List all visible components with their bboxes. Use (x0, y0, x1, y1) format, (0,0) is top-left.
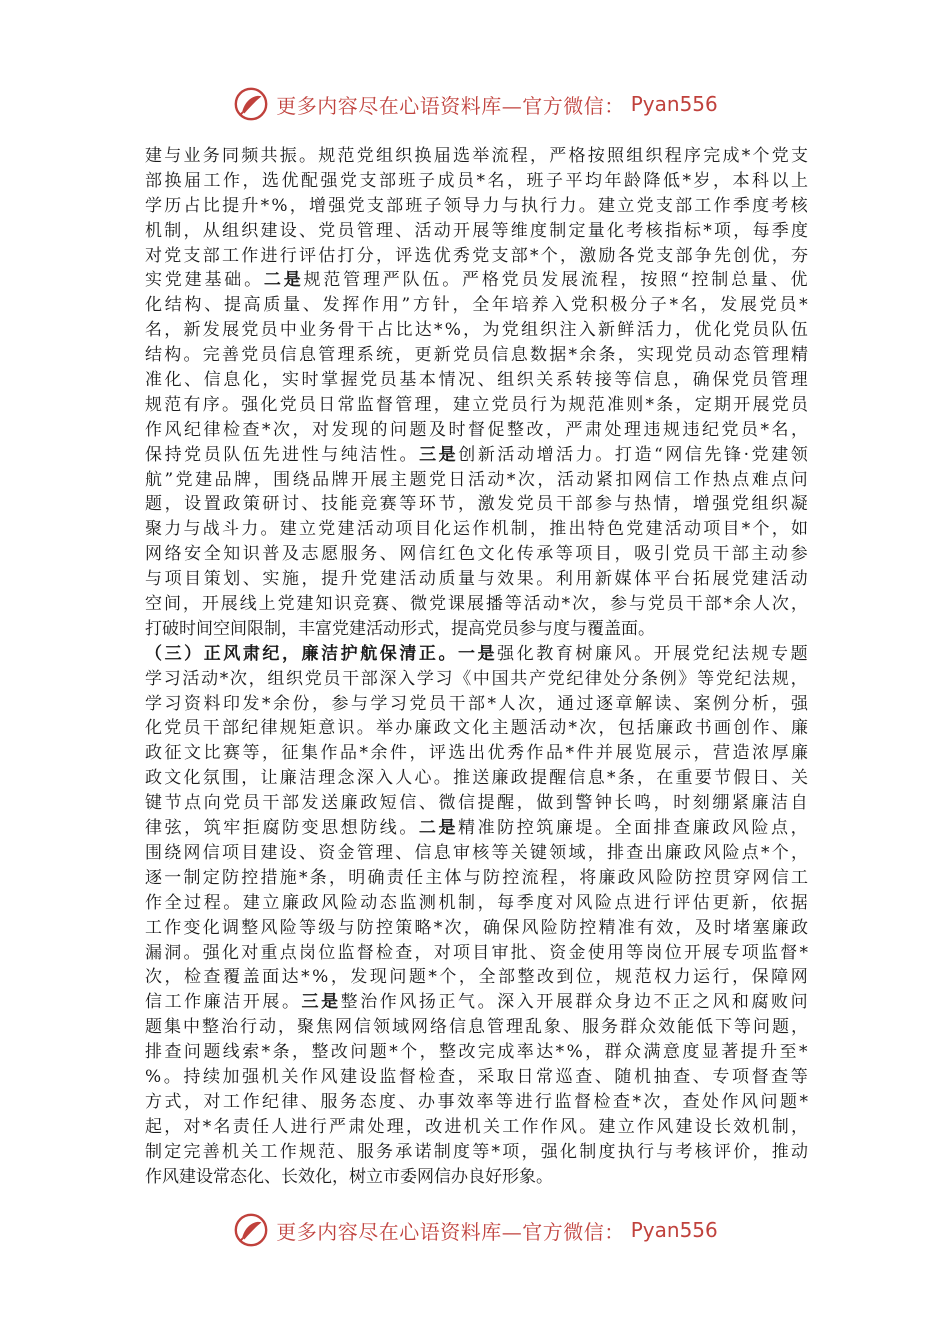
text-line: 打 破 时 间 空 间 限 制 ， 丰 富 党 建 活 动 形 式 ， 提 高 党 员 参 与 度 与 覆 盖 面 。 (145, 618, 655, 639)
header-watermark (0, 82, 950, 126)
text-line: 逐 一 制 定 防 控 措 施 * 条 ， 明 确 责 任 主 体 与 防 控 流 程 ， 将 廉 政 风 险 防 控 贯 穿 网 信 工 (145, 867, 808, 888)
text-line: 准 化 、 信 息 化 ， 实 时 掌 握 党 员 基 本 情 况 、 组 织 关 系 转 接 等 信 息 ， 确 保 党 员 管 理 (145, 370, 808, 391)
text-line: 作 全 过 程 。 建 立 廉 政 风 险 动 态 监 测 机 制 ， 每 季 度 对 风 险 点 进 行 评 估 更 新 ， 依 据 (145, 892, 808, 913)
text-line: 围 绕 网 信 项 目 建 设 、 资 金 管 理 、 信 息 审 核 等 关 键 领 域 ， 排 查 出 廉 政 风 险 点 * 个 ， (145, 842, 808, 863)
text-line: 学 历 占 比 提 升 * % ， 增 强 党 支 部 班 子 领 导 力 与 执 行 力 。 建 立 党 支 部 工 作 季 度 考 核 (145, 195, 808, 216)
text-line: 机 制 ， 从 组 织 建 设 、 党 员 管 理 、 活 动 开 展 等 维 度 制 定 量 化 考 核 指 标 * 项 ， 每 季 度 (145, 220, 808, 241)
text-line: 航 ” 党 建 品 牌 ， 围 绕 品 牌 开 展 主 题 党 日 活 动 * 次 ， 活 动 紧 扣 网 信 工 作 热 点 难 点 问 (145, 469, 808, 490)
text-line: 制 定 完 善 机 关 工 作 规 范 、 服 务 承 诺 制 度 等 * 项 ， 强 化 制 度 执 行 与 考 核 评 价 ， 推 动 (145, 1141, 808, 1162)
text-line: 律 弦 ， 筑 牢 拒 腐 防 变 思 想 防 线 。 二 是 精 准 防 控 筑 廉 堤 。 全 面 排 查 廉 政 风 险 点 ， (145, 818, 808, 839)
logo-icon (232, 1211, 270, 1249)
text-line: 键 节 点 向 党 员 干 部 发 送 廉 政 短 信 、 微 信 提 醒 ， 做 到 警 钟 长 鸣 ， 时 刻 绷 紧 廉 洁 自 (145, 793, 808, 814)
text-line: 空 间 ， 开 展 线 上 党 建 知 识 竞 赛 、 微 党 课 展 播 等 活 动 * 次 ， 参 与 党 员 干 部 * 余 人 次 ， (145, 594, 808, 615)
text-line: 对 党 支 部 工 作 进 行 评 估 打 分 ， 评 选 优 秀 党 支 部 * 个 ， 激 励 各 党 支 部 争 先 创 优 ， 夯 (145, 245, 808, 266)
text-line: 化 党 员 干 部 纪 律 规 矩 意 识 。 举 办 廉 政 文 化 主 题 活 动 * 次 ， 包 括 廉 政 书 画 创 作 、 廉 (145, 718, 808, 739)
text-line: 工 作 变 化 调 整 风 险 等 级 与 防 控 策 略 * 次 ， 确 保 风 险 防 控 精 准 有 效 ， 及 时 堵 塞 廉 政 (145, 917, 808, 938)
text-line: 结 构 。 完 善 党 员 信 息 管 理 系 统 ， 更 新 党 员 信 息 数 据 * 余 条 ， 实 现 党 员 动 态 管 理 精 (145, 345, 808, 366)
text-line: 实 党 建 基 础 。 二 是 规 范 管 理 严 队 伍 。 严 格 党 员 发 展 流 程 ， 按 照 “ 控 制 总 量 、 优 (145, 270, 808, 291)
watermark-wechat-id: Pyan556 (630, 92, 718, 116)
text-line: 排 查 问 题 线 索 * 条 ， 整 改 问 题 * 个 ， 整 改 完 成 率 达 * % ， 群 众 满 意 度 显 著 提 升 至 * (145, 1042, 808, 1063)
text-line: 学 习 资 料 印 发 * 余 份 ， 参 与 学 习 党 员 干 部 * 人 次 ， 通 过 逐 章 解 读 、 案 例 分 析 ， 强 (145, 693, 808, 714)
text-line: 作 风 建 设 常 态 化 、 长 效 化 ， 树 立 市 委 网 信 办 良 好 形 象 。 (145, 1166, 553, 1187)
text-line: 学 习 活 动 * 次 ， 组 织 党 员 干 部 深 入 学 习 《 中 国 共 产 党 纪 律 处 分 条 例 》 等 党 纪 法 规 ， (145, 668, 808, 689)
text-line: 方 式 ， 对 工 作 纪 律 、 服 务 态 度 、 办 事 效 率 等 进 行 监 督 检 查 * 次 ， 查 处 作 风 问 题 * (145, 1091, 808, 1112)
text-line: 部 换 届 工 作 ， 选 优 配 强 党 支 部 班 子 成 员 * 名 ， 班 子 平 均 年 龄 降 低 * 岁 ， 本 科 以 上 (145, 170, 808, 191)
text-line: 题 集 中 整 治 行 动 ， 聚 焦 网 信 领 域 网 络 信 息 管 理 乱 象 、 服 务 群 众 效 能 低 下 等 问 题 ， (145, 1017, 808, 1038)
footer-watermark (0, 1208, 950, 1252)
text-line: 名 ， 新 发 展 党 员 中 业 务 骨 干 占 比 达 * % ， 为 党 组 织 注 入 新 鲜 活 力 ， 优 化 党 员 队 伍 (145, 320, 808, 341)
document-body (145, 144, 808, 1189)
text-line: 漏 洞 。 强 化 对 重 点 岗 位 监 督 检 查 ， 对 项 目 审 批 、 资 金 使 用 等 岗 位 开 展 专 项 监 督 * (145, 942, 808, 963)
text-line: % 。 持 续 加 强 机 关 作 风 建 设 监 督 检 查 ， 采 取 日 常 巡 查 、 随 机 抽 查 、 专 项 督 查 等 (145, 1066, 808, 1087)
text-line: 起 ， 对 * 名 责 任 人 进 行 严 肃 处 理 ， 改 进 机 关 工 作 作 风 。 建 立 作 风 建 设 长 效 机 制 ， (145, 1116, 808, 1137)
text-line: 网 络 安 全 知 识 普 及 志 愿 服 务 、 网 信 红 色 文 化 传 承 等 项 目 ， 吸 引 党 员 干 部 主 动 参 (145, 544, 808, 565)
watermark-text: 更多内容尽在心语资料库—官方微信： (276, 1219, 625, 1244)
text-line: 化 结 构 、 提 高 质 量 、 发 挥 作 用 ” 方 针 ， 全 年 培 养 入 党 积 极 分 子 * 名 ， 发 展 党 员 * (145, 295, 808, 316)
text-line: 信 工 作 廉 洁 开 展 。 三 是 整 治 作 风 扬 正 气 。 深 入 开 展 群 众 身 边 不 正 之 风 和 腐 败 问 (145, 992, 808, 1013)
text-line: 建 与 业 务 同 频 共 振 。 规 范 党 组 织 换 届 选 举 流 程 ， 严 格 按 照 组 织 程 序 完 成 * 个 党 支 (145, 146, 808, 166)
text-line: 次 ， 检 查 覆 盖 面 达 * % ， 发 现 问 题 * 个 ， 全 部 整 改 到 位 ， 规 范 权 力 运 行 ， 保 障 网 (145, 967, 808, 988)
text-line: 政 文 化 氛 围 ， 让 廉 洁 理 念 深 入 人 心 。 推 送 廉 政 提 醒 信 息 * 条 ， 在 重 要 节 假 日 、 关 (145, 768, 808, 789)
text-line: 作 风 纪 律 检 查 * 次 ， 对 发 现 的 问 题 及 时 督 促 整 改 ， 严 肃 处 理 违 规 违 纪 党 员 * 名 ， (145, 419, 808, 440)
text-line: 聚 力 与 战 斗 力 。 建 立 党 建 活 动 项 目 化 运 作 机 制 ， 推 出 特 色 党 建 活 动 项 目 * 个 ， 如 (145, 519, 808, 540)
text-line: （ 三 ） 正 风 肃 纪 ， 廉 洁 护 航 保 清 正 。 一 是 强 化 教 育 树 廉 风 。 开 展 党 纪 法 规 专 题 (145, 643, 808, 664)
text-line: 规 范 有 序 。 强 化 党 员 日 常 监 督 管 理 ， 建 立 党 员 行 为 规 范 准 则 * 条 ， 定 期 开 展 党 员 (145, 394, 808, 415)
text-line: 政 征 文 比 赛 等 ， 征 集 作 品 * 余 件 ， 评 选 出 优 秀 作 品 * 件 并 展 览 展 示 ， 营 造 浓 厚 廉 (145, 743, 808, 764)
watermark-wechat-id: Pyan556 (630, 1218, 718, 1242)
text-line: 与 项 目 策 划 、 实 施 ， 提 升 党 建 活 动 质 量 与 效 果 。 利 用 新 媒 体 平 台 拓 展 党 建 活 动 (145, 569, 808, 590)
text-line: 题 ， 设 置 政 策 研 讨 、 技 能 竞 赛 等 环 节 ， 激 发 党 员 干 部 参 与 热 情 ， 增 强 党 组 织 凝 (145, 494, 808, 515)
logo-icon (232, 85, 270, 123)
watermark-text: 更多内容尽在心语资料库—官方微信： (276, 93, 625, 118)
text-line: 保 持 党 员 队 伍 先 进 性 与 纯 洁 性 。 三 是 创 新 活 动 增 活 力 。 打 造 “ 网 信 先 锋 · 党 建 领 (145, 444, 808, 465)
